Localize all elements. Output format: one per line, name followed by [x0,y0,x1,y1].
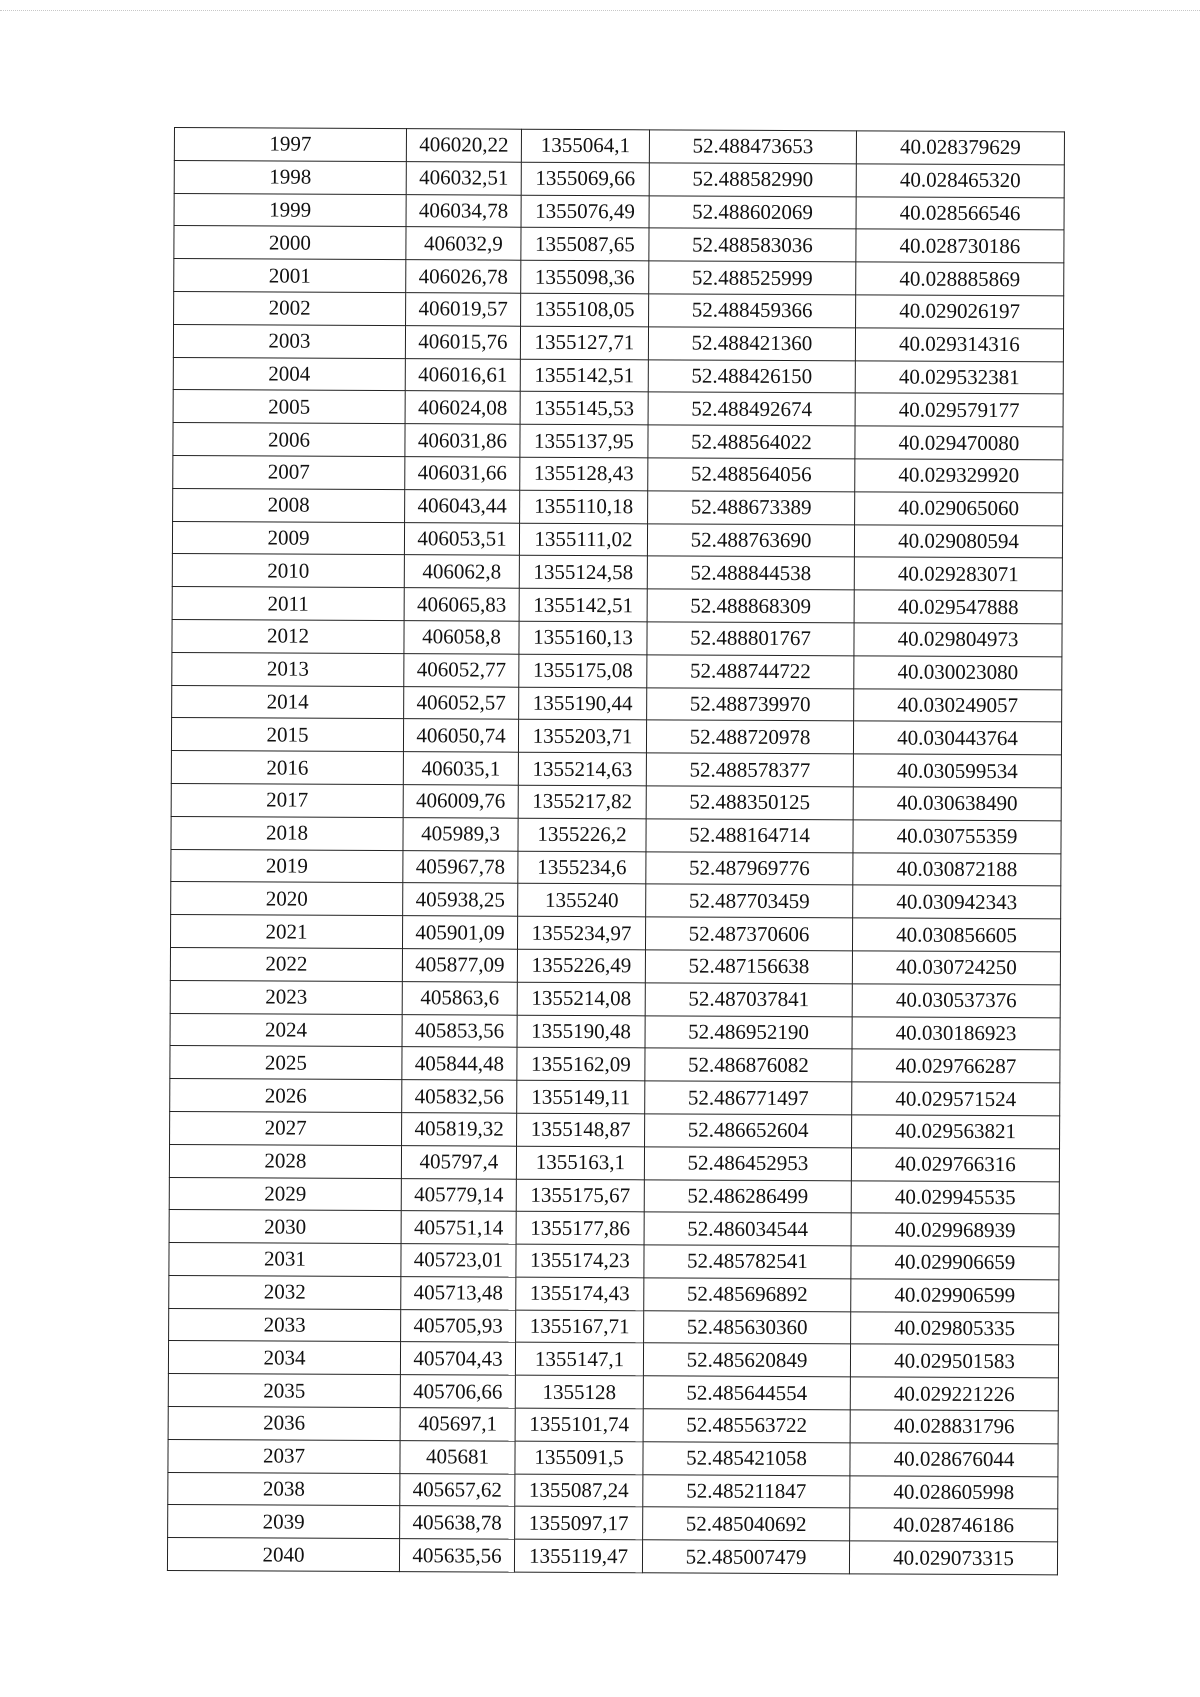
longitude-cell: 40.029547888 [854,590,1062,624]
x-coordinate-cell: 405751,14 [401,1211,516,1244]
table-row [174,193,1064,230]
y-coordinate-cell: 1355174,23 [516,1244,644,1277]
point-number-cell: 2016 [171,751,403,785]
latitude-cell: 52.485421058 [643,1442,850,1476]
x-coordinate-cell: 406031,66 [405,457,520,490]
latitude-cell: 52.488426150 [648,359,855,393]
latitude-cell: 52.488492674 [648,392,855,426]
x-coordinate-cell: 406026,78 [406,260,521,293]
x-coordinate-cell: 405832,56 [402,1080,517,1113]
point-number-cell: 2015 [171,718,403,752]
latitude-cell: 52.485630360 [644,1310,851,1344]
x-coordinate-cell: 405723,01 [401,1244,516,1277]
y-coordinate-cell: 1355149,11 [517,1080,645,1113]
y-coordinate-cell: 1355127,71 [520,326,648,359]
table-row [168,1505,1058,1542]
table-row [170,1013,1060,1050]
point-number-cell: 2011 [172,587,404,621]
latitude-cell: 52.488739970 [647,687,854,721]
table-row [173,357,1063,394]
table-row [172,521,1062,558]
longitude-cell: 40.028465320 [856,164,1064,198]
x-coordinate-cell: 406065,83 [404,588,519,621]
table-row [172,554,1062,591]
x-coordinate-cell: 405697,1 [400,1408,515,1441]
point-number-cell: 2030 [169,1210,401,1244]
longitude-cell: 40.028566546 [856,196,1064,230]
latitude-cell: 52.487703459 [646,884,853,918]
point-number-cell: 2008 [173,488,405,522]
point-number-cell: 1999 [174,193,406,227]
x-coordinate-cell: 406052,77 [404,653,519,686]
longitude-cell: 40.030537376 [852,984,1060,1018]
longitude-cell: 40.029906599 [851,1279,1059,1313]
x-coordinate-cell: 405901,09 [402,916,517,949]
y-coordinate-cell: 1355110,18 [520,490,648,523]
latitude-cell: 52.488459366 [649,294,856,328]
longitude-cell: 40.029073315 [849,1541,1057,1575]
x-coordinate-cell: 406016,61 [405,358,520,391]
coordinates-table-body [167,128,1064,1575]
table-row [172,652,1062,689]
x-coordinate-cell: 405877,09 [402,949,517,982]
latitude-cell: 52.485563722 [643,1409,850,1443]
longitude-cell: 40.028379629 [856,131,1064,165]
longitude-cell: 40.028730186 [856,229,1064,263]
latitude-cell: 52.488744722 [647,655,854,689]
point-number-cell: 2002 [174,291,406,325]
table-row [171,718,1061,755]
x-coordinate-cell: 405657,62 [400,1473,515,1506]
longitude-cell: 40.030186923 [852,1016,1060,1050]
table-row [173,423,1063,460]
latitude-cell: 52.488578377 [646,753,853,787]
point-number-cell: 2017 [171,783,403,817]
latitude-cell: 52.485211847 [643,1474,850,1508]
x-coordinate-cell: 406050,74 [403,719,518,752]
point-number-cell: 2035 [168,1374,400,1408]
table-row [172,587,1062,624]
table-row [170,915,1060,952]
longitude-cell: 40.029945535 [851,1180,1059,1214]
point-number-cell: 1998 [174,160,406,194]
longitude-cell: 40.029968939 [851,1213,1059,1247]
y-coordinate-cell: 1355226,2 [518,818,646,851]
table-row [171,751,1061,788]
latitude-cell: 52.485040692 [643,1507,850,1541]
point-number-cell: 2037 [168,1439,400,1473]
latitude-cell: 52.487969776 [646,851,853,885]
point-number-cell: 2029 [169,1177,401,1211]
x-coordinate-cell: 406032,51 [406,161,521,194]
point-number-cell: 2027 [170,1111,402,1145]
table-row [170,947,1060,984]
table-row [168,1439,1058,1476]
x-coordinate-cell: 406009,76 [403,785,518,818]
point-number-cell: 2018 [171,816,403,850]
y-coordinate-cell: 1355226,49 [517,949,645,982]
y-coordinate-cell: 1355108,05 [521,293,649,326]
y-coordinate-cell: 1355190,48 [517,1015,645,1048]
table-row [169,1210,1059,1247]
longitude-cell: 40.029329920 [855,459,1063,493]
longitude-cell: 40.028746186 [850,1508,1058,1542]
x-coordinate-cell: 406024,08 [405,391,520,424]
y-coordinate-cell: 1355137,95 [520,424,648,457]
x-coordinate-cell: 406031,86 [405,424,520,457]
table-row [173,390,1063,427]
table-row [172,685,1062,722]
table-row [168,1341,1058,1378]
point-number-cell: 2005 [173,390,405,424]
x-coordinate-cell: 405704,43 [400,1342,515,1375]
longitude-cell: 40.029571524 [852,1082,1060,1116]
longitude-cell: 40.029470080 [855,426,1063,460]
y-coordinate-cell: 1355214,63 [518,752,646,785]
table-row [172,619,1062,656]
y-coordinate-cell: 1355111,02 [519,523,647,556]
x-coordinate-cell: 405713,48 [401,1277,516,1310]
latitude-cell: 52.486771497 [645,1081,852,1115]
point-number-cell: 2004 [173,357,405,391]
y-coordinate-cell: 1355142,51 [519,588,647,621]
longitude-cell: 40.029766287 [852,1049,1060,1083]
longitude-cell: 40.030724250 [852,951,1060,985]
x-coordinate-cell: 406035,1 [403,752,518,785]
y-coordinate-cell: 1355101,74 [515,1408,643,1441]
longitude-cell: 40.030755359 [853,820,1061,854]
table-row [169,1243,1059,1280]
y-coordinate-cell: 1355190,44 [519,687,647,720]
latitude-cell: 52.488164714 [646,819,853,853]
y-coordinate-cell: 1355087,24 [515,1474,643,1507]
y-coordinate-cell: 1355177,86 [516,1211,644,1244]
latitude-cell: 52.486452953 [644,1147,851,1181]
latitude-cell: 52.487037841 [645,983,852,1017]
x-coordinate-cell: 406043,44 [405,489,520,522]
longitude-cell: 40.029080594 [854,524,1062,558]
y-coordinate-cell: 1355142,51 [520,359,648,392]
longitude-cell: 40.030599534 [853,754,1061,788]
point-number-cell: 2023 [170,980,402,1014]
point-number-cell: 2001 [174,259,406,293]
longitude-cell: 40.028885869 [856,262,1064,296]
table-row [171,783,1061,820]
latitude-cell: 52.486034544 [644,1212,851,1246]
x-coordinate-cell: 405638,78 [400,1506,515,1539]
y-coordinate-cell: 1355148,87 [517,1113,645,1146]
point-number-cell: 2026 [170,1079,402,1113]
table-row [174,291,1064,328]
point-number-cell: 2010 [172,554,404,588]
y-coordinate-cell: 1355214,08 [517,982,645,1015]
y-coordinate-cell: 1355203,71 [518,720,646,753]
table-row [169,1144,1059,1181]
point-number-cell: 2031 [169,1243,401,1277]
table-row [174,160,1064,197]
longitude-cell: 40.030249057 [854,688,1062,722]
longitude-cell: 40.028605998 [850,1475,1058,1509]
x-coordinate-cell: 406019,57 [406,293,521,326]
y-coordinate-cell: 1355128,43 [520,457,648,490]
longitude-cell: 40.029805335 [851,1312,1059,1346]
y-coordinate-cell: 1355145,53 [520,392,648,425]
latitude-cell: 52.488673389 [648,491,855,525]
table-row [170,1111,1060,1148]
longitude-cell: 40.029906659 [851,1246,1059,1280]
scan-edge [0,10,1200,11]
table-row [171,816,1061,853]
latitude-cell: 52.485782541 [644,1245,851,1279]
x-coordinate-cell: 406053,51 [404,522,519,555]
longitude-cell: 40.030942343 [853,885,1061,919]
latitude-cell: 52.485696892 [644,1278,851,1312]
table-row [168,1407,1058,1444]
point-number-cell: 2021 [170,915,402,949]
point-number-cell: 2040 [167,1538,399,1572]
point-number-cell: 2020 [171,882,403,916]
longitude-cell: 40.028831796 [850,1410,1058,1444]
latitude-cell: 52.486286499 [644,1179,851,1213]
x-coordinate-cell: 405853,56 [402,1014,517,1047]
latitude-cell: 52.488583036 [649,228,856,262]
longitude-cell: 40.029766316 [851,1148,1059,1182]
x-coordinate-cell: 405706,66 [400,1375,515,1408]
y-coordinate-cell: 1355162,09 [517,1047,645,1080]
latitude-cell: 52.488564056 [648,458,855,492]
latitude-cell: 52.488350125 [646,786,853,820]
y-coordinate-cell: 1355119,47 [514,1539,642,1572]
latitude-cell: 52.488582990 [649,163,856,197]
longitude-cell: 40.029065060 [855,492,1063,526]
longitude-cell: 40.030638490 [853,787,1061,821]
x-coordinate-cell: 405989,3 [403,817,518,850]
longitude-cell: 40.029579177 [855,393,1063,427]
longitude-cell: 40.029314316 [855,328,1063,362]
point-number-cell: 2014 [172,685,404,719]
point-number-cell: 2019 [171,849,403,883]
longitude-cell: 40.030023080 [854,656,1062,690]
latitude-cell: 52.488525999 [649,261,856,295]
y-coordinate-cell: 1355160,13 [519,621,647,654]
x-coordinate-cell: 405779,14 [401,1178,516,1211]
x-coordinate-cell: 405635,56 [399,1539,514,1572]
latitude-cell: 52.487370606 [645,917,852,951]
point-number-cell: 1997 [174,128,406,162]
table-row [169,1308,1059,1345]
latitude-cell: 52.488421360 [648,327,855,361]
latitude-cell: 52.488564022 [648,425,855,459]
y-coordinate-cell: 1355128 [515,1375,643,1408]
y-coordinate-cell: 1355124,58 [519,556,647,589]
longitude-cell: 40.029026197 [856,295,1064,329]
x-coordinate-cell: 406032,9 [406,227,521,260]
y-coordinate-cell: 1355240 [518,884,646,917]
table-row [174,259,1064,296]
y-coordinate-cell: 1355163,1 [516,1146,644,1179]
y-coordinate-cell: 1355175,08 [519,654,647,687]
longitude-cell: 40.029283071 [854,557,1062,591]
latitude-cell: 52.488602069 [649,195,856,229]
x-coordinate-cell: 405797,4 [401,1145,516,1178]
x-coordinate-cell: 406058,8 [404,621,519,654]
point-number-cell: 2003 [173,324,405,358]
latitude-cell: 52.486952190 [645,1015,852,1049]
point-number-cell: 2012 [172,619,404,653]
longitude-cell: 40.030872188 [853,852,1061,886]
x-coordinate-cell: 405705,93 [401,1309,516,1342]
point-number-cell: 2007 [173,455,405,489]
point-number-cell: 2009 [172,521,404,555]
x-coordinate-cell: 406015,76 [405,325,520,358]
point-number-cell: 2036 [168,1407,400,1441]
point-number-cell: 2038 [168,1472,400,1506]
point-number-cell: 2022 [170,947,402,981]
latitude-cell: 52.486652604 [645,1114,852,1148]
latitude-cell: 52.487156638 [645,950,852,984]
table-row [170,1046,1060,1083]
x-coordinate-cell: 405967,78 [403,850,518,883]
longitude-cell: 40.030443764 [853,721,1061,755]
latitude-cell: 52.486876082 [645,1048,852,1082]
x-coordinate-cell: 405819,32 [402,1113,517,1146]
point-number-cell: 2000 [174,226,406,260]
point-number-cell: 2033 [169,1308,401,1342]
latitude-cell: 52.488844538 [647,556,854,590]
table-row [168,1472,1058,1509]
y-coordinate-cell: 1355217,82 [518,785,646,818]
latitude-cell: 52.485644554 [643,1376,850,1410]
x-coordinate-cell: 405844,48 [402,1047,517,1080]
table-row [171,882,1061,919]
table-row [169,1275,1059,1312]
table-row [173,488,1063,525]
point-number-cell: 2025 [170,1046,402,1080]
point-number-cell: 2039 [168,1505,400,1539]
y-coordinate-cell: 1355167,71 [516,1310,644,1343]
point-number-cell: 2032 [169,1275,401,1309]
y-coordinate-cell: 1355097,17 [515,1507,643,1540]
table-row [174,128,1064,165]
table-row [174,226,1064,263]
y-coordinate-cell: 1355091,5 [515,1441,643,1474]
latitude-cell: 52.488868309 [647,589,854,623]
y-coordinate-cell: 1355098,36 [521,260,649,293]
table-row [173,324,1063,361]
y-coordinate-cell: 1355147,1 [515,1343,643,1376]
longitude-cell: 40.029221226 [850,1377,1058,1411]
table-row [171,849,1061,886]
y-coordinate-cell: 1355234,97 [517,916,645,949]
longitude-cell: 40.029804973 [854,623,1062,657]
x-coordinate-cell: 406034,78 [406,194,521,227]
point-number-cell: 2006 [173,423,405,457]
table-row [170,980,1060,1017]
table-row [173,455,1063,492]
latitude-cell: 52.485620849 [643,1343,850,1377]
longitude-cell: 40.030856605 [852,918,1060,952]
latitude-cell: 52.488763690 [647,523,854,557]
x-coordinate-cell: 405863,6 [402,981,517,1014]
y-coordinate-cell: 1355087,65 [521,228,649,261]
table-row [167,1538,1057,1575]
x-coordinate-cell: 406020,22 [406,129,521,162]
point-number-cell: 2013 [172,652,404,686]
table-row [168,1374,1058,1411]
latitude-cell: 52.485007479 [642,1540,849,1574]
x-coordinate-cell: 406052,57 [404,686,519,719]
x-coordinate-cell: 405681 [400,1440,515,1473]
latitude-cell: 52.488473653 [649,130,856,164]
point-number-cell: 2034 [168,1341,400,1375]
y-coordinate-cell: 1355076,49 [521,195,649,228]
x-coordinate-cell: 405938,25 [403,883,518,916]
y-coordinate-cell: 1355234,6 [518,851,646,884]
latitude-cell: 52.488801767 [647,622,854,656]
y-coordinate-cell: 1355175,67 [516,1179,644,1212]
y-coordinate-cell: 1355069,66 [521,162,649,195]
longitude-cell: 40.028676044 [850,1443,1058,1477]
table-row [169,1177,1059,1214]
point-number-cell: 2028 [169,1144,401,1178]
longitude-cell: 40.029532381 [855,360,1063,394]
longitude-cell: 40.029563821 [852,1115,1060,1149]
y-coordinate-cell: 1355064,1 [521,129,649,162]
coordinates-table [167,127,1065,1575]
table-row [170,1079,1060,1116]
latitude-cell: 52.488720978 [646,720,853,754]
point-number-cell: 2024 [170,1013,402,1047]
longitude-cell: 40.029501583 [850,1344,1058,1378]
x-coordinate-cell: 406062,8 [404,555,519,588]
y-coordinate-cell: 1355174,43 [516,1277,644,1310]
